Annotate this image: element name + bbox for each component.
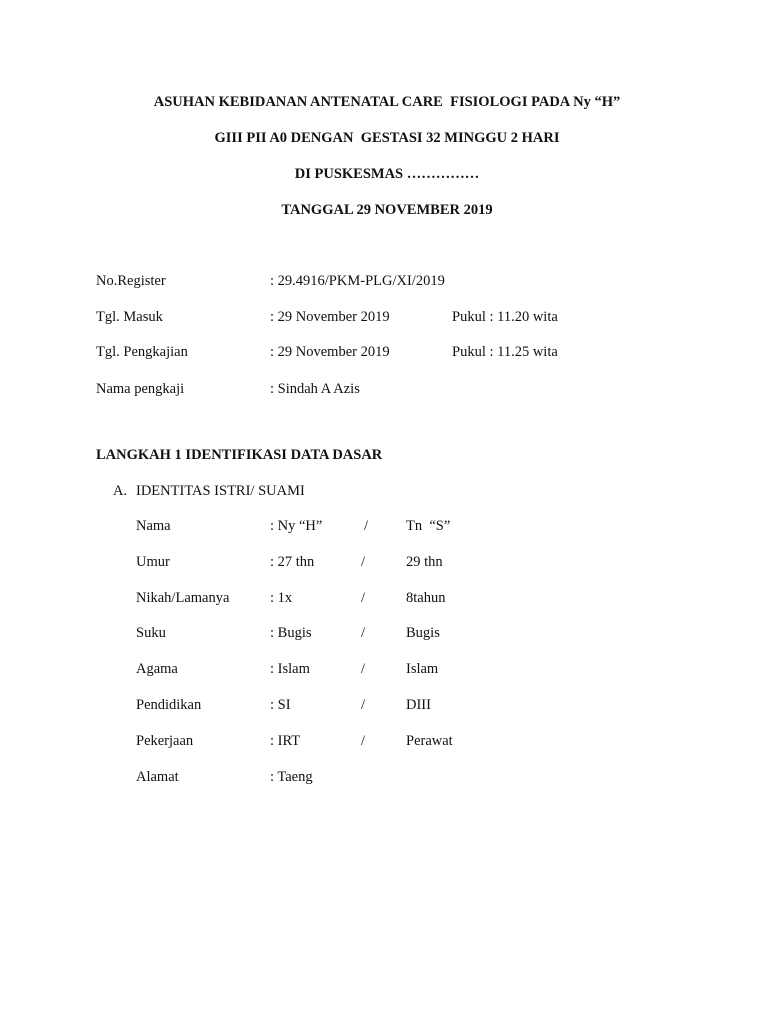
identity-wife-ethnicity: : Bugis <box>270 625 312 641</box>
identity-label-marriage: Nikah/Lamanya <box>136 590 230 606</box>
section-heading: LANGKAH 1 IDENTIFIKASI DATA DASAR <box>96 447 383 463</box>
identity-husband-name: Tn “S” <box>406 518 451 534</box>
title-line-1: ASUHAN KEBIDANAN ANTENATAL CARE FISIOLOGI PADA Ny “H” <box>153 94 621 110</box>
identity-separator: / <box>364 518 369 534</box>
identity-address-value: : Taeng <box>270 769 313 785</box>
assessment-date-value: : 29 November 2019 <box>270 344 390 360</box>
identity-wife-name: : Ny “H” <box>270 518 323 534</box>
identity-husband-religion: Islam <box>406 661 439 677</box>
title-line-4: TANGGAL 29 NOVEMBER 2019 <box>281 202 493 218</box>
identity-separator: / <box>361 697 366 713</box>
assessment-date-label: Tgl. Pengkajian <box>96 344 188 360</box>
identity-label-name: Nama <box>136 518 171 534</box>
assessment-time: Pukul : 11.25 wita <box>452 344 558 360</box>
identity-husband-occupation: Perawat <box>406 733 453 749</box>
identity-wife-religion: : Islam <box>270 661 310 677</box>
assessor-value: : Sindah A Azis <box>270 381 360 397</box>
register-value: : 29.4916/PKM-PLG/XI/2019 <box>270 273 445 289</box>
identity-wife-occupation: : IRT <box>270 733 301 749</box>
title-line-2: GIII PII A0 DENGAN GESTASI 32 MINGGU 2 HARI <box>214 130 560 146</box>
identity-separator: / <box>361 590 366 606</box>
identity-separator: / <box>361 661 366 677</box>
assessor-label: Nama pengkaji <box>96 381 185 397</box>
admission-date-label: Tgl. Masuk <box>96 309 163 325</box>
identity-separator: / <box>361 554 366 570</box>
register-label: No.Register <box>96 273 166 289</box>
identity-wife-marriage: : 1x <box>270 590 293 606</box>
identity-label-age: Umur <box>136 554 170 570</box>
identity-husband-ethnicity: Bugis <box>406 625 440 641</box>
identity-separator: / <box>361 625 366 641</box>
identity-label-ethnicity: Suku <box>136 625 166 641</box>
title-line-3: DI PUSKESMAS …………… <box>294 166 480 182</box>
identity-husband-age: 29 thn <box>406 554 443 570</box>
identity-separator: / <box>361 733 366 749</box>
admission-date-value: : 29 November 2019 <box>270 309 390 325</box>
identity-husband-marriage: 8tahun <box>406 590 446 606</box>
identity-label-address: Alamat <box>136 769 179 785</box>
admission-time: Pukul : 11.20 wita <box>452 309 558 325</box>
subsection-title: IDENTITAS ISTRI/ SUAMI <box>136 483 305 499</box>
identity-label-religion: Agama <box>136 661 178 677</box>
identity-wife-age: : 27 thn <box>270 554 315 570</box>
identity-wife-education: : SI <box>270 697 291 713</box>
identity-label-occupation: Pekerjaan <box>136 733 194 749</box>
subsection-marker: A. <box>113 483 128 499</box>
identity-husband-education: DIII <box>406 697 431 713</box>
identity-label-education: Pendidikan <box>136 697 202 713</box>
